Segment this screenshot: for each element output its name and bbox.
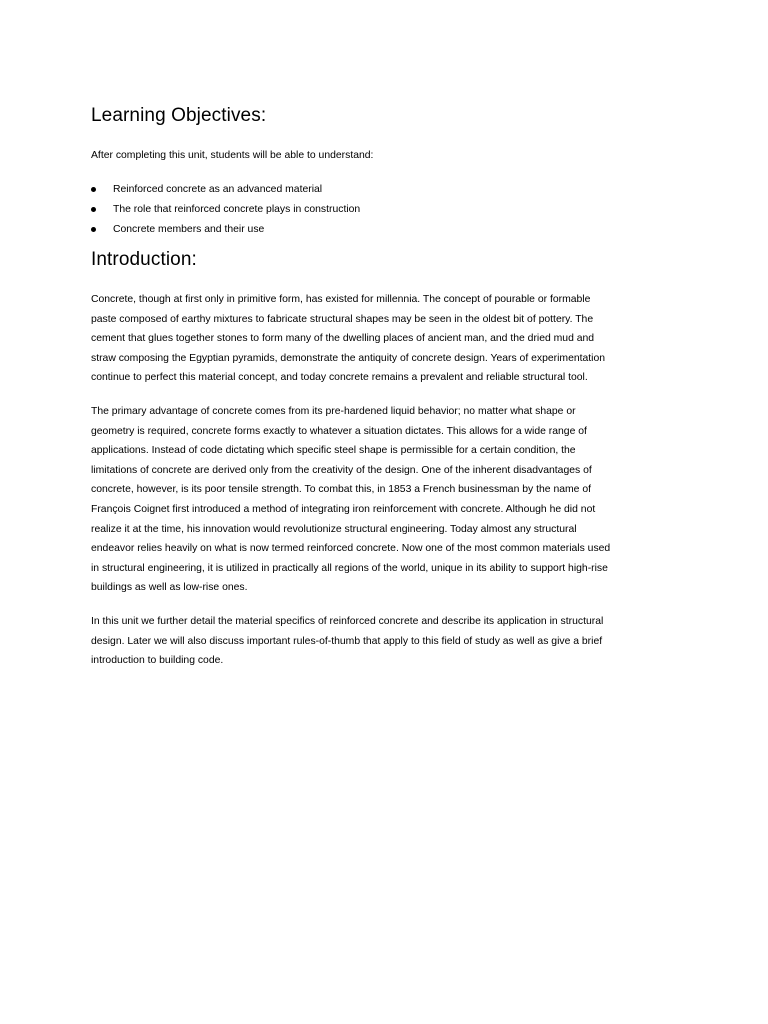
list-item	[91, 182, 360, 202]
objectives-intro-text: After completing this unit, students will be able to understand:	[91, 150, 374, 161]
introduction-paragraph-2	[91, 402, 691, 598]
list-item	[91, 222, 360, 242]
paragraph-line: In this unit we further detail the material specifics of reinforced concrete and describe its application in structural	[91, 616, 604, 627]
paragraph-line: realize it at the time, his innovation would revolutionize structural engineering. Today almost any structural	[91, 523, 577, 535]
bullet-icon	[91, 187, 96, 192]
list-item-text: Concrete members and their use	[113, 224, 265, 235]
paragraph-line: endeavor relies heavily on what is now termed reinforced concrete. Now one of the most common materials used	[91, 543, 611, 555]
paragraph-line: applications. Instead of code dictating which specific steel shape is permissible for a certain condition, the	[91, 445, 576, 457]
list-item	[91, 202, 360, 222]
paragraph-line: in structural engineering, it is utilized in practically all regions of the world, unique in its ability to support high-rise	[91, 562, 608, 574]
list-item-text: The role that reinforced concrete plays in construction	[113, 204, 361, 215]
paragraph-line: The primary advantage of concrete comes from its pre-hardened liquid behavior; no matter what shape or	[91, 406, 576, 417]
paragraph-line: buildings as well as low-rise ones.	[91, 582, 248, 594]
bullet-icon	[91, 207, 96, 212]
list-item-text: Reinforced concrete as an advanced material	[113, 184, 323, 195]
paragraph-line: Concrete, though at first only in primitive form, has existed for millennia. The concept of pourable or formable	[91, 294, 591, 305]
paragraph-line: limitations of concrete are derived only from the creativity of the design. One of the inherent disadvantages of	[91, 464, 592, 476]
paragraph-line: geometry is required, concrete forms exactly to whatever a situation dictates. This allows for a wide range of	[91, 425, 587, 437]
paragraph-line: straw composing the Egyptian pyramids, demonstrate the antiquity of concrete design. Years of experimentation	[91, 352, 606, 364]
paragraph-line: continue to perfect this material concept, and today concrete remains a prevalent and reliable structural tool.	[91, 372, 588, 384]
learning-objectives-heading: Learning Objectives:	[91, 105, 267, 126]
introduction-paragraph-1	[91, 290, 691, 388]
introduction-paragraph-3	[91, 612, 691, 671]
paragraph-line: cement that glues together stones to form many of the dwelling places of ancient man, and the dried mud and	[91, 333, 595, 345]
paragraph-line: François Coignet first introduced a method of integrating iron reinforcement with concrete. Although he did not	[91, 503, 596, 515]
paragraph-line: concrete, however, is its poor tensile strength. To combat this, in 1853 a French businessman by the name of	[91, 484, 591, 496]
introduction-heading: Introduction:	[91, 249, 197, 270]
paragraph-line: introduction to building code.	[91, 655, 224, 667]
paragraph-line: design. Later we will also discuss important rules-of-thumb that apply to this field of study as well as give a brief	[91, 635, 603, 647]
objectives-list	[91, 182, 360, 242]
paragraph-line: paste composed of earthy mixtures to fabricate structural shapes may be seen in the oldest bit of pottery. The	[91, 313, 594, 325]
bullet-icon	[91, 227, 96, 232]
